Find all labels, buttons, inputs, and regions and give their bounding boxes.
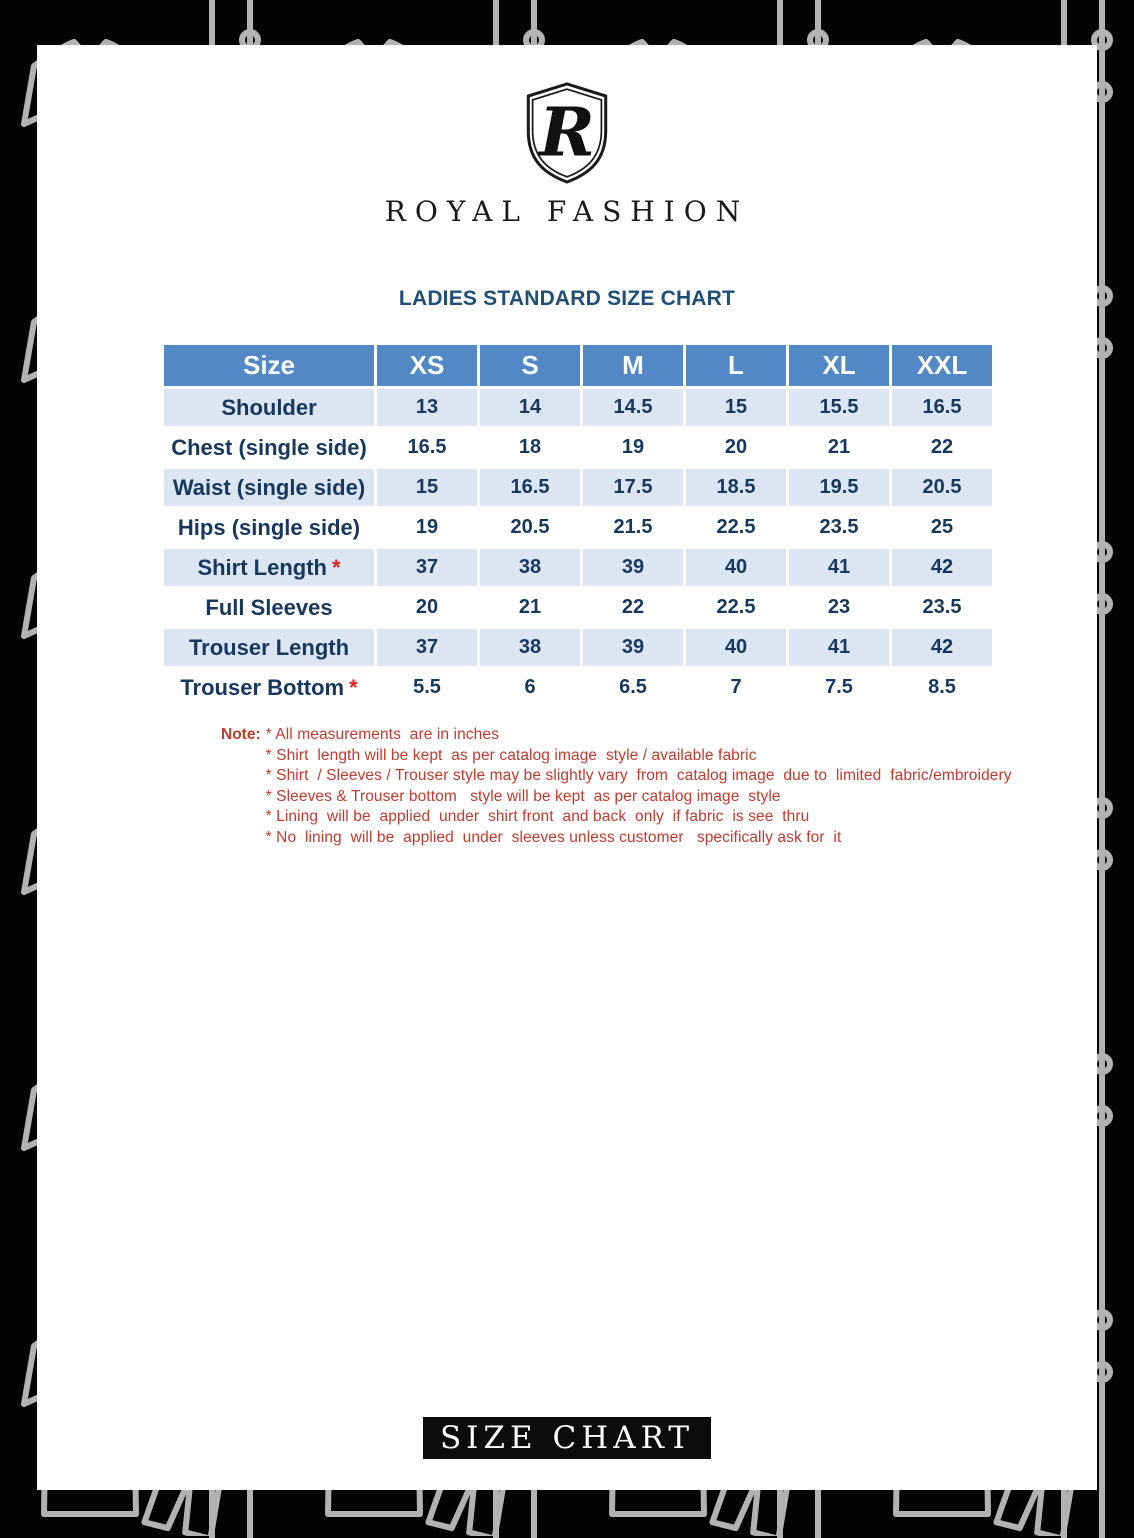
document-page xyxy=(37,45,1097,1490)
measurement-cell: 22 xyxy=(892,429,992,466)
measurement-cell: 22.5 xyxy=(686,509,786,546)
measurement-cell: 41 xyxy=(789,629,889,666)
row-label: Trouser Bottom * xyxy=(164,669,374,706)
note-line: * Shirt length will be kept as per catalog image style / available fabric xyxy=(265,746,757,764)
table-row xyxy=(164,589,992,626)
measurement-cell: 20.5 xyxy=(892,469,992,506)
table-row xyxy=(164,469,992,506)
measurement-cell: 19 xyxy=(583,429,683,466)
measurement-cell: 16.5 xyxy=(377,429,477,466)
measurement-cell: 7.5 xyxy=(789,669,889,706)
measurement-cell: 40 xyxy=(686,629,786,666)
measurement-cell: 5.5 xyxy=(377,669,477,706)
size-table-header-cell: S xyxy=(480,345,580,386)
measurement-cell: 17.5 xyxy=(583,469,683,506)
row-label: Chest (single side) xyxy=(164,429,374,466)
table-row xyxy=(164,629,992,666)
measurement-cell: 14 xyxy=(480,389,580,426)
measurement-cell: 21 xyxy=(789,429,889,466)
measurement-cell: 25 xyxy=(892,509,992,546)
measurement-cell: 22.5 xyxy=(686,589,786,626)
size-table-header-cell: M xyxy=(583,345,683,386)
notes-section xyxy=(221,725,1012,848)
note-line: * Lining will be applied under shirt front and back only if fabric is see thru xyxy=(265,808,810,825)
note-line: * Shirt / Sleeves / Trouser style may be slightly vary from catalog image due to limited fabric/embroidery xyxy=(265,767,1012,784)
table-row xyxy=(164,669,992,706)
monogram-letter: R xyxy=(539,92,595,172)
size-table-header-cell: XS xyxy=(377,345,477,386)
size-chart-banner: SIZE CHART xyxy=(423,1417,711,1459)
measurement-cell: 38 xyxy=(480,629,580,666)
measurement-cell: 23.5 xyxy=(789,509,889,546)
notes-list xyxy=(266,725,1012,848)
measurement-cell: 14.5 xyxy=(583,389,683,426)
measurement-cell: 15 xyxy=(686,389,786,426)
measurement-cell: 19.5 xyxy=(789,469,889,506)
row-label: Trouser Length xyxy=(164,629,374,666)
asterisk-marker: * xyxy=(331,554,341,580)
measurement-cell: 18.5 xyxy=(686,469,786,506)
measurement-cell: 19 xyxy=(377,509,477,546)
row-label: Shoulder xyxy=(164,389,374,426)
measurement-cell: 38 xyxy=(480,549,580,586)
size-table-header-cell: Size xyxy=(164,345,374,386)
note-line: * All measurements are in inches xyxy=(265,726,499,743)
size-table-header-row xyxy=(164,345,992,386)
note-line: * No lining will be applied under sleeves unless customer specifically ask for it xyxy=(265,828,842,846)
row-label: Waist (single side) xyxy=(164,469,374,506)
size-table-header-cell: L xyxy=(686,345,786,386)
table-row xyxy=(164,549,992,586)
brand-logo xyxy=(37,81,1097,228)
table-row xyxy=(164,509,992,546)
measurement-cell: 7 xyxy=(686,669,786,706)
measurement-cell: 41 xyxy=(789,549,889,586)
measurement-cell: 20 xyxy=(686,429,786,466)
brand-name: ROYAL FASHION xyxy=(384,195,750,228)
row-label: Hips (single side) xyxy=(164,509,374,546)
measurement-cell: 8.5 xyxy=(892,669,992,706)
shield-crest-icon xyxy=(524,81,610,185)
measurement-cell: 6 xyxy=(480,669,580,706)
row-label: Shirt Length * xyxy=(164,549,374,586)
measurement-cell: 39 xyxy=(583,629,683,666)
measurement-cell: 40 xyxy=(686,549,786,586)
measurement-cell: 18 xyxy=(480,429,580,466)
asterisk-marker: * xyxy=(349,674,358,700)
table-row xyxy=(164,429,992,466)
measurement-cell: 23 xyxy=(789,589,889,626)
measurement-cell: 39 xyxy=(583,549,683,586)
measurement-cell: 37 xyxy=(377,549,477,586)
size-table-header-cell: XL xyxy=(789,345,889,386)
measurement-cell: 22 xyxy=(583,589,683,626)
measurement-cell: 20.5 xyxy=(480,509,580,546)
measurement-cell: 13 xyxy=(377,389,477,426)
measurement-cell: 16.5 xyxy=(892,389,992,426)
measurement-cell: 20 xyxy=(377,589,477,626)
size-table-body xyxy=(164,389,992,706)
measurement-cell: 37 xyxy=(377,629,477,666)
measurement-cell: 23.5 xyxy=(892,589,992,626)
measurement-cell: 15.5 xyxy=(789,389,889,426)
measurement-cell: 6.5 xyxy=(583,669,683,706)
measurement-cell: 42 xyxy=(892,549,992,586)
note-label: Note: xyxy=(221,726,261,743)
row-label: Full Sleeves xyxy=(164,589,374,626)
measurement-cell: 21.5 xyxy=(583,509,683,546)
table-row xyxy=(164,389,992,426)
note-line: * Sleeves & Trouser bottom style will be kept as per catalog image style xyxy=(265,787,781,805)
measurement-cell: 15 xyxy=(377,469,477,506)
size-table xyxy=(161,342,995,709)
measurement-cell: 16.5 xyxy=(480,469,580,506)
page-title: LADIES STANDARD SIZE CHART xyxy=(398,287,736,310)
measurement-cell: 21 xyxy=(480,589,580,626)
measurement-cell: 42 xyxy=(892,629,992,666)
size-table-header-cell: XXL xyxy=(892,345,992,386)
